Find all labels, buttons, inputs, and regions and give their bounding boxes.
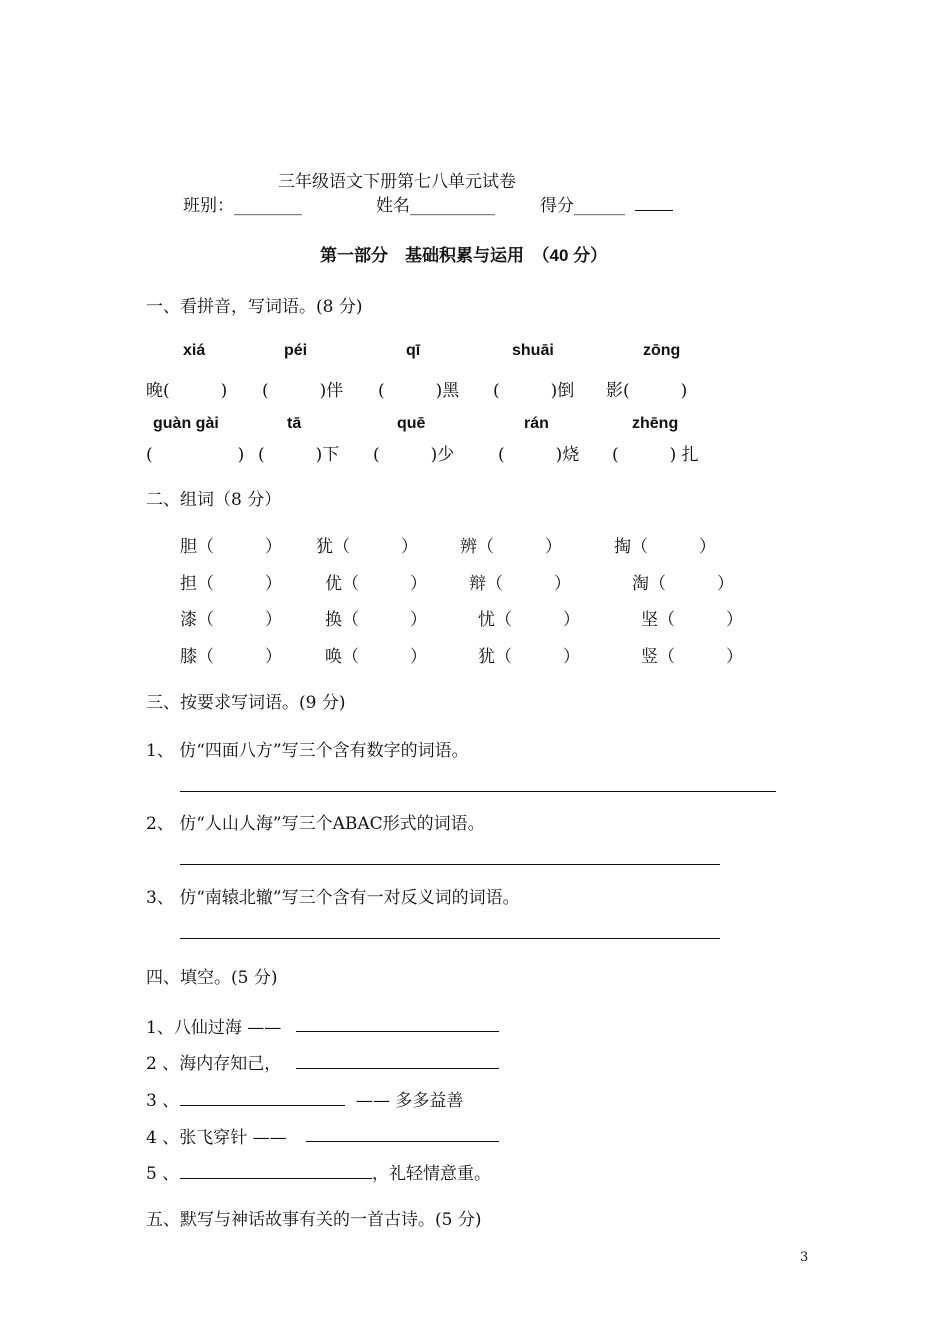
compose-item[interactable]: 膝（ ） xyxy=(180,647,282,667)
score-field: 得分______ xyxy=(540,196,625,216)
compose-item[interactable]: 辨（ ） xyxy=(460,537,562,557)
page-number: 3 xyxy=(800,1250,809,1265)
fill-q4: 4 、张飞穿针 —— xyxy=(146,1128,287,1148)
part1-title: 第一部分 基础积累与运用 （40 分） xyxy=(320,246,608,265)
pinyin: rán xyxy=(524,415,549,432)
compose-item[interactable]: 掏（ ） xyxy=(614,537,716,557)
section3-q2: 2、 仿“人山人海”写三个ABAC形式的词语。 xyxy=(146,814,485,834)
pinyin: qī xyxy=(406,342,421,359)
answer-line[interactable] xyxy=(180,791,776,792)
compose-item[interactable]: 漆（ ） xyxy=(180,610,282,630)
pinyin: shuāi xyxy=(512,342,554,359)
word-blank[interactable]: 影( ) xyxy=(606,381,688,401)
pinyin: zhēng xyxy=(632,415,679,432)
word-blank[interactable]: ( )伴 xyxy=(262,381,344,401)
compose-item[interactable]: 淘（ ） xyxy=(632,574,734,594)
pinyin: péi xyxy=(284,342,308,359)
section5-heading: 五、默写与神话故事有关的一首古诗。(5 分) xyxy=(146,1210,482,1230)
fill-blank[interactable] xyxy=(296,1068,499,1069)
fill-q5-prefix: 5 、 xyxy=(146,1164,180,1184)
compose-item[interactable]: 犹（ ） xyxy=(316,537,418,557)
compose-item[interactable]: 胆（ ） xyxy=(180,537,282,557)
section4-heading: 四、填空。(5 分) xyxy=(146,968,278,988)
fill-q3-suffix: —— 多多益善 xyxy=(356,1091,464,1111)
word-blank[interactable]: ( )下 xyxy=(258,445,340,465)
section1-heading: 一、看拼音，写词语。(8 分) xyxy=(146,297,363,317)
word-blank[interactable]: ( )烧 xyxy=(498,445,580,465)
fill-blank[interactable] xyxy=(296,1031,499,1032)
compose-item[interactable]: 犹（ ） xyxy=(478,647,580,667)
answer-line[interactable] xyxy=(180,938,720,939)
pinyin: xiá xyxy=(183,342,206,359)
compose-item[interactable]: 忧（ ） xyxy=(478,610,580,630)
pinyin: zōng xyxy=(643,342,681,359)
section3-q3: 3、 仿“南辕北辙”写三个含有一对反义词的词语。 xyxy=(146,888,520,908)
section3-heading: 三、按要求写词语。(9 分) xyxy=(146,693,346,713)
compose-item[interactable]: 坚（ ） xyxy=(641,610,743,630)
pinyin: tā xyxy=(287,415,302,432)
section2-heading: 二、组词（8 分） xyxy=(146,490,282,510)
compose-item[interactable]: 辩（ ） xyxy=(469,574,571,594)
compose-item[interactable]: 优（ ） xyxy=(325,574,427,594)
fill-blank[interactable] xyxy=(180,1178,372,1179)
exam-title: 三年级语文下册第七八单元试卷 xyxy=(278,172,516,192)
fill-blank[interactable] xyxy=(306,1141,499,1142)
compose-item[interactable]: 唤（ ） xyxy=(325,647,427,667)
fill-q1: 1、八仙过海 —— xyxy=(146,1018,282,1038)
pinyin: guàn gài xyxy=(153,415,219,432)
compose-item[interactable]: 担（ ） xyxy=(180,574,282,594)
compose-item[interactable]: 竖（ ） xyxy=(641,647,743,667)
word-blank[interactable]: ( )少 xyxy=(373,445,455,465)
answer-line[interactable] xyxy=(180,864,720,865)
section3-q1: 1、 仿“四面八方”写三个含有数字的词语。 xyxy=(146,741,469,761)
word-blank[interactable]: ( )倒 xyxy=(493,381,575,401)
word-blank[interactable]: ( )黑 xyxy=(378,381,460,401)
score-underline xyxy=(635,210,673,211)
word-blank[interactable]: ( ) xyxy=(146,445,245,465)
fill-q5-suffix: ，礼轻情意重。 xyxy=(372,1164,491,1184)
name-field: 姓名__________ xyxy=(376,196,495,216)
fill-blank[interactable] xyxy=(180,1105,345,1106)
compose-item[interactable]: 换（ ） xyxy=(325,610,427,630)
word-blank[interactable]: ( ) 扎 xyxy=(612,445,699,465)
word-blank[interactable]: 晚( ) xyxy=(146,381,228,401)
pinyin: quē xyxy=(397,415,426,432)
fill-q2: 2 、海内存知己， xyxy=(146,1054,282,1074)
class-field: 班别：________ xyxy=(183,196,302,216)
fill-q3-prefix: 3 、 xyxy=(146,1091,180,1111)
